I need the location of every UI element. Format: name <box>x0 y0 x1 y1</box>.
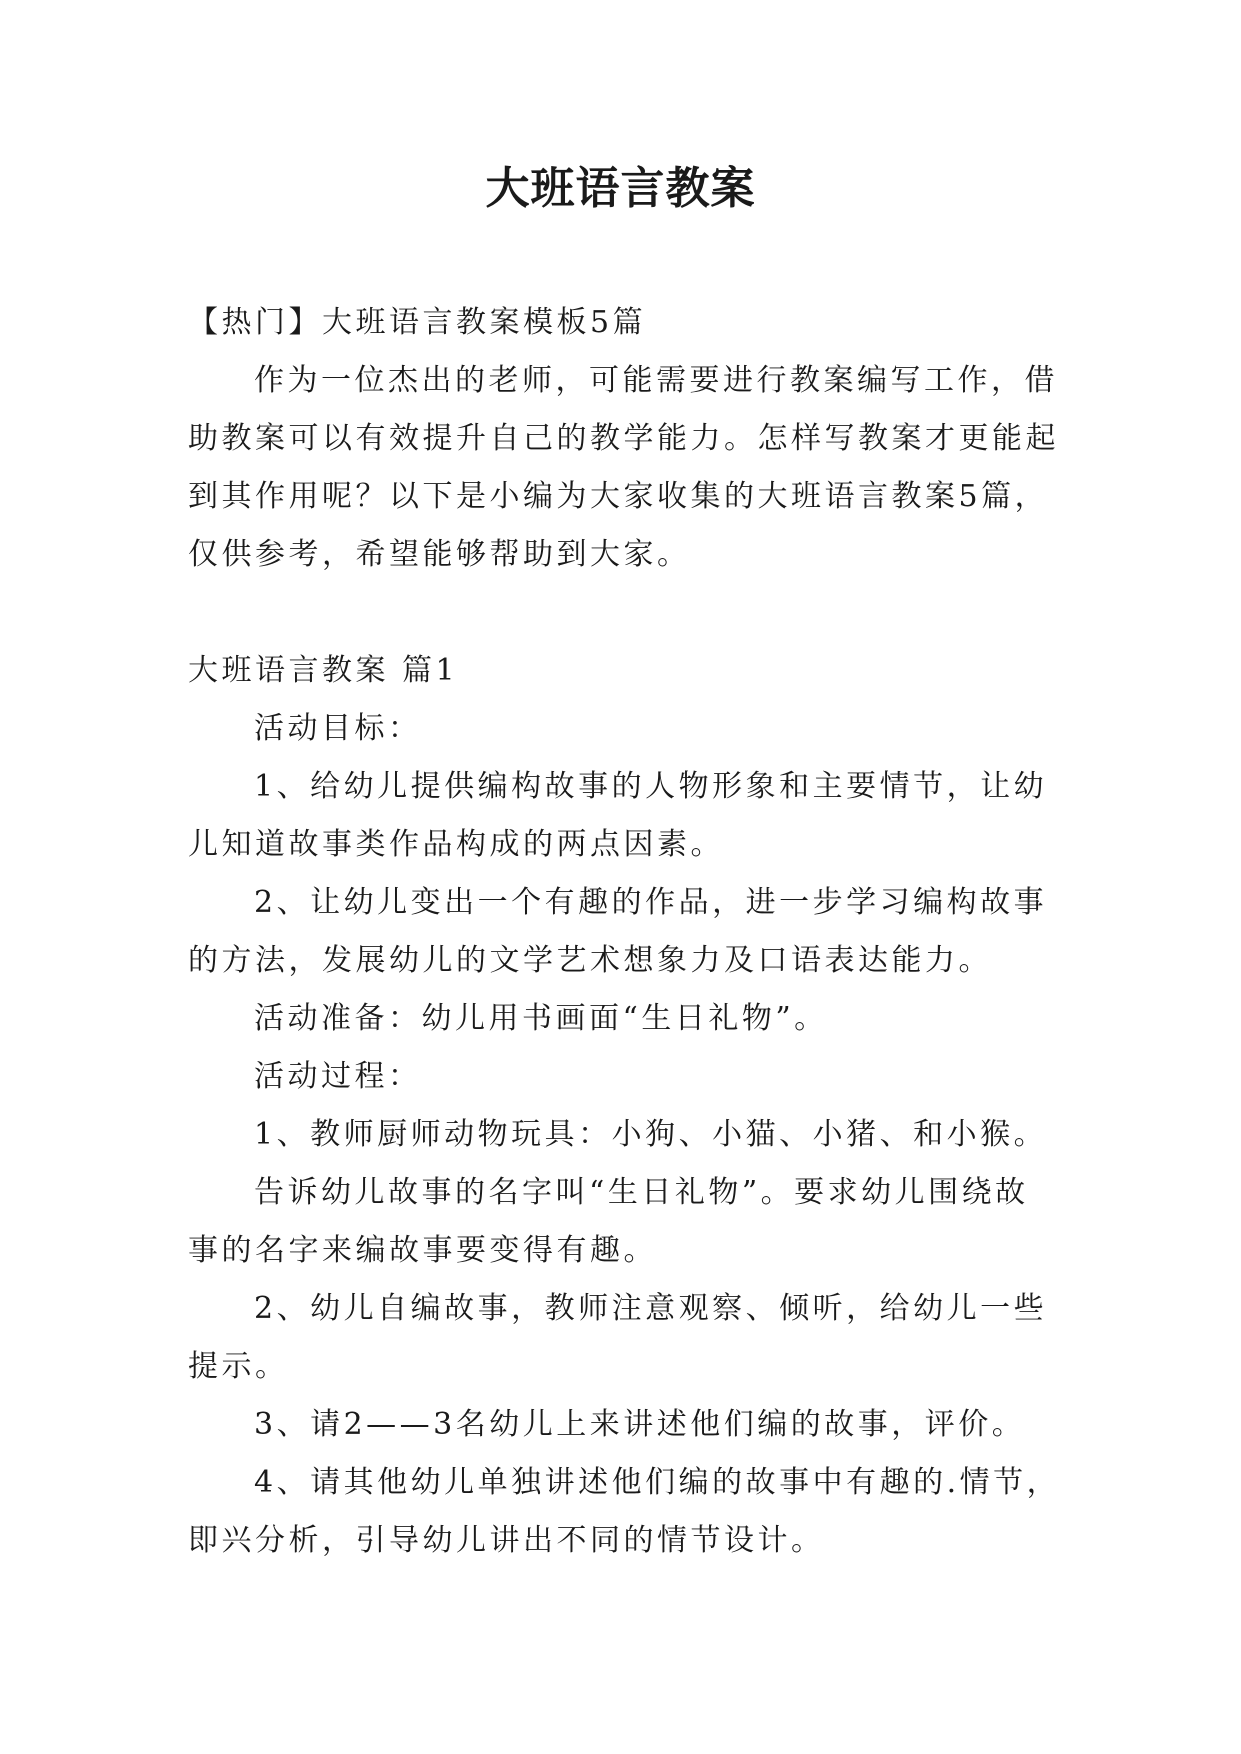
heading-line: 【热门】大班语言教案模板5篇 <box>188 305 647 340</box>
document-body <box>188 294 1061 1570</box>
document-title: 大班语言教案 <box>485 163 756 214</box>
body-line: 1、给幼儿提供编构故事的人物形象和主要情节，让幼 <box>254 769 1048 804</box>
intro-line: 到其作用呢？以下是小编为大家收集的大班语言教案5篇， <box>188 479 1049 514</box>
body-line: 活动过程： <box>254 1059 422 1094</box>
body-line: 活动准备：幼儿用书画面“生日礼物”。 <box>254 1001 828 1036</box>
intro-line: 助教案可以有效提升自己的教学能力。怎样写教案才更能起 <box>188 421 1059 456</box>
body-line: 3、请2——3名幼儿上来讲述他们编的故事，评价。 <box>254 1407 1026 1442</box>
body-line: 即兴分析，引导幼儿讲出不同的情节设计。 <box>188 1523 825 1558</box>
body-line: 2、幼儿自编故事，教师注意观察、倾听，给幼儿一些 <box>254 1291 1048 1326</box>
body-line: 4、请其他幼儿单独讲述他们编的故事中有趣的.情节， <box>254 1465 1061 1500</box>
body-line: 事的名字来编故事要变得有趣。 <box>188 1233 657 1268</box>
body-line: 1、教师厨师动物玩具：小狗、小猫、小猪、和小猴。 <box>254 1117 1048 1152</box>
intro-line: 仅供参考，希望能够帮助到大家。 <box>188 537 691 572</box>
body-line: 儿知道故事类作品构成的两点因素。 <box>188 827 724 862</box>
body-line: 的方法，发展幼儿的文学艺术想象力及口语表达能力。 <box>188 943 992 978</box>
body-line: 告诉幼儿故事的名字叫“生日礼物”。要求幼儿围绕故 <box>254 1175 1029 1210</box>
intro-line: 作为一位杰出的老师，可能需要进行教案编写工作，借 <box>254 363 1058 398</box>
section-title: 大班语言教案 篇1 <box>188 653 459 688</box>
body-line: 2、让幼儿变出一个有趣的作品，进一步学习编构故事 <box>254 885 1048 920</box>
body-line: 提示。 <box>188 1349 289 1384</box>
body-line: 活动目标： <box>254 711 422 746</box>
paragraph-gap <box>188 584 1058 642</box>
